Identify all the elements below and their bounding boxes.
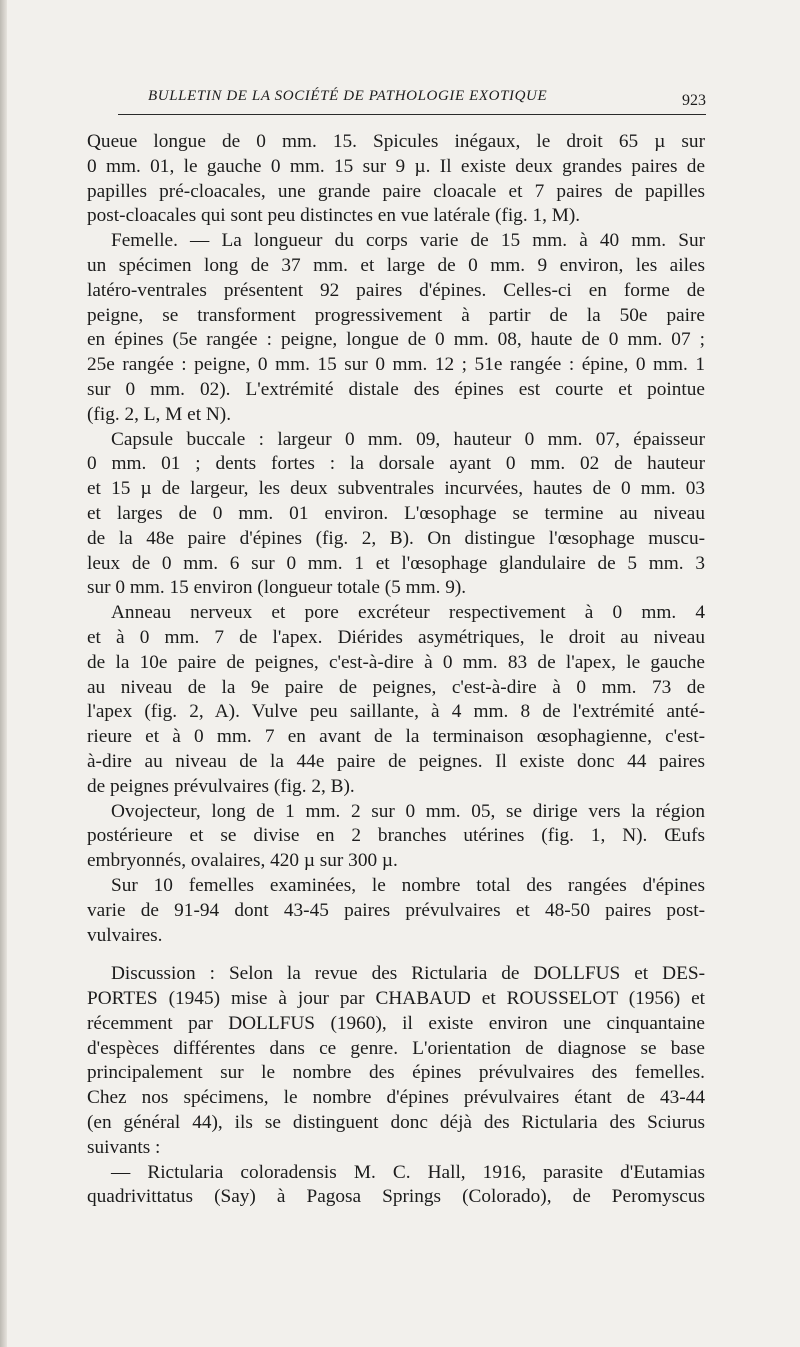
text-line: un spécimen long de 37 mm. et large de 0 mm. 9 environ, les ailes bbox=[87, 254, 705, 276]
header-rule bbox=[118, 114, 706, 115]
text-line: et à 0 mm. 7 de l'apex. Diérides asymétriques, le droit au niveau bbox=[87, 626, 705, 648]
text-line: 25e rangée : peigne, 0 mm. 15 sur 0 mm. 12 ; 51e rangée : épine, 0 mm. 1 bbox=[87, 354, 705, 376]
text-line: Sur 10 femelles examinées, le nombre total des rangées d'épines bbox=[111, 874, 705, 896]
text-line: embryonnés, ovalaires, 420 µ sur 300 µ. bbox=[87, 850, 398, 872]
text-line: vulvaires. bbox=[87, 924, 163, 946]
text-line: en épines (5e rangée : peigne, longue de 0 mm. 08, haute de 0 mm. 07 ; bbox=[87, 329, 705, 351]
section-gap bbox=[87, 948, 705, 962]
text-line: et larges de 0 mm. 01 environ. L'œsophage se termine au niveau bbox=[87, 502, 705, 524]
text-line: 0 mm. 01 ; dents fortes : la dorsale ayant 0 mm. 02 de hauteur bbox=[87, 453, 705, 475]
text-line: au niveau de la 9e paire de peignes, c'est-à-dire à 0 mm. 73 de bbox=[87, 676, 705, 698]
text-line: principalement sur le nombre des épines prévulvaires des femelles. bbox=[87, 1062, 705, 1084]
text-line: de la 48e paire d'épines (fig. 2, B). On distingue l'œsophage muscu- bbox=[87, 527, 705, 549]
page-header bbox=[118, 84, 706, 114]
text-line: Chez nos spécimens, le nombre d'épines prévulvaires étant de 43-44 bbox=[87, 1087, 705, 1109]
text-line: varie de 91-94 dont 43-45 paires prévulvaires et 48-50 paires post- bbox=[87, 899, 705, 921]
text-line: sur 0 mm. 15 environ (longueur totale (5 mm. 9). bbox=[87, 577, 467, 599]
text-line: Ovojecteur, long de 1 mm. 2 sur 0 mm. 05, se dirige vers la région bbox=[111, 800, 705, 822]
text-line: (fig. 2, L, M et N). bbox=[87, 403, 232, 425]
text-line: 0 mm. 01, le gauche 0 mm. 15 sur 9 µ. Il existe deux grandes paires de bbox=[87, 155, 705, 177]
text-line: peigne, se transforment progressivement à partir de la 50e paire bbox=[87, 304, 705, 326]
page-spine-shadow bbox=[0, 0, 7, 1347]
text-line: d'espèces différentes dans ce genre. L'orientation de diagnose se base bbox=[87, 1037, 705, 1059]
text-line: de la 10e paire de peignes, c'est-à-dire à 0 mm. 83 de l'apex, le gauche bbox=[87, 651, 705, 673]
text-line: Discussion : Selon la revue des Rictularia de DOLLFUS et DES- bbox=[111, 963, 705, 985]
text-line: Femelle. — La longueur du corps varie de 15 mm. à 40 mm. Sur bbox=[111, 230, 705, 252]
text-line: à-dire au niveau de la 44e paire de peignes. Il existe donc 44 paires bbox=[87, 750, 705, 772]
text-line: récemment par DOLLFUS (1960), il existe environ une cinquantaine bbox=[87, 1012, 705, 1034]
text-line: l'apex (fig. 2, A). Vulve peu saillante, à 4 mm. 8 de l'extrémité anté- bbox=[87, 701, 705, 723]
text-line: papilles pré-cloacales, une grande paire cloacale et 7 paires de papilles bbox=[87, 180, 705, 202]
text-line: et 15 µ de largeur, les deux subventrales incurvées, hautes de 0 mm. 03 bbox=[87, 478, 705, 500]
text-line: quadrivittatus (Say) à Pagosa Springs (Colorado), de Peromyscus bbox=[87, 1186, 705, 1208]
text-line: suivants : bbox=[87, 1136, 161, 1158]
text-line: — Rictularia coloradensis M. C. Hall, 1916, parasite d'Eutamias bbox=[111, 1161, 705, 1183]
text-line: (en général 44), ils se distinguent donc déjà des Rictularia des Sciurus bbox=[87, 1112, 705, 1134]
text-line: Anneau nerveux et pore excréteur respectivement à 0 mm. 4 bbox=[111, 602, 705, 624]
text-line: rieure et à 0 mm. 7 en avant de la terminaison œsophagienne, c'est- bbox=[87, 726, 705, 748]
article-body bbox=[87, 130, 705, 1210]
text-line: leux de 0 mm. 6 sur 0 mm. 1 et l'œsophage glandulaire de 5 mm. 3 bbox=[87, 552, 705, 574]
text-line: Queue longue de 0 mm. 15. Spicules inégaux, le droit 65 µ sur bbox=[87, 131, 705, 152]
text-line: latéro-ventrales présentent 92 paires d'épines. Celles-ci en forme de bbox=[87, 279, 705, 301]
text-line: Capsule buccale : largeur 0 mm. 09, hauteur 0 mm. 07, épaisseur bbox=[111, 428, 705, 450]
text-line: PORTES (1945) mise à jour par CHABAUD et ROUSSELOT (1956) et bbox=[87, 988, 705, 1010]
text-line: de peignes prévulvaires (fig. 2, B). bbox=[87, 775, 355, 797]
text-line: post-cloacales qui sont peu distinctes en vue latérale (fig. 1, M). bbox=[87, 205, 581, 227]
page-number: 923 bbox=[682, 92, 706, 109]
running-head: BULLETIN DE LA SOCIÉTÉ DE PATHOLOGIE EXOTIQUE bbox=[148, 88, 548, 104]
text-line: postérieure et se divise en 2 branches utérines (fig. 1, N). Œufs bbox=[87, 825, 705, 847]
text-line: sur 0 mm. 02). L'extrémité distale des épines est courte et pointue bbox=[87, 378, 705, 400]
